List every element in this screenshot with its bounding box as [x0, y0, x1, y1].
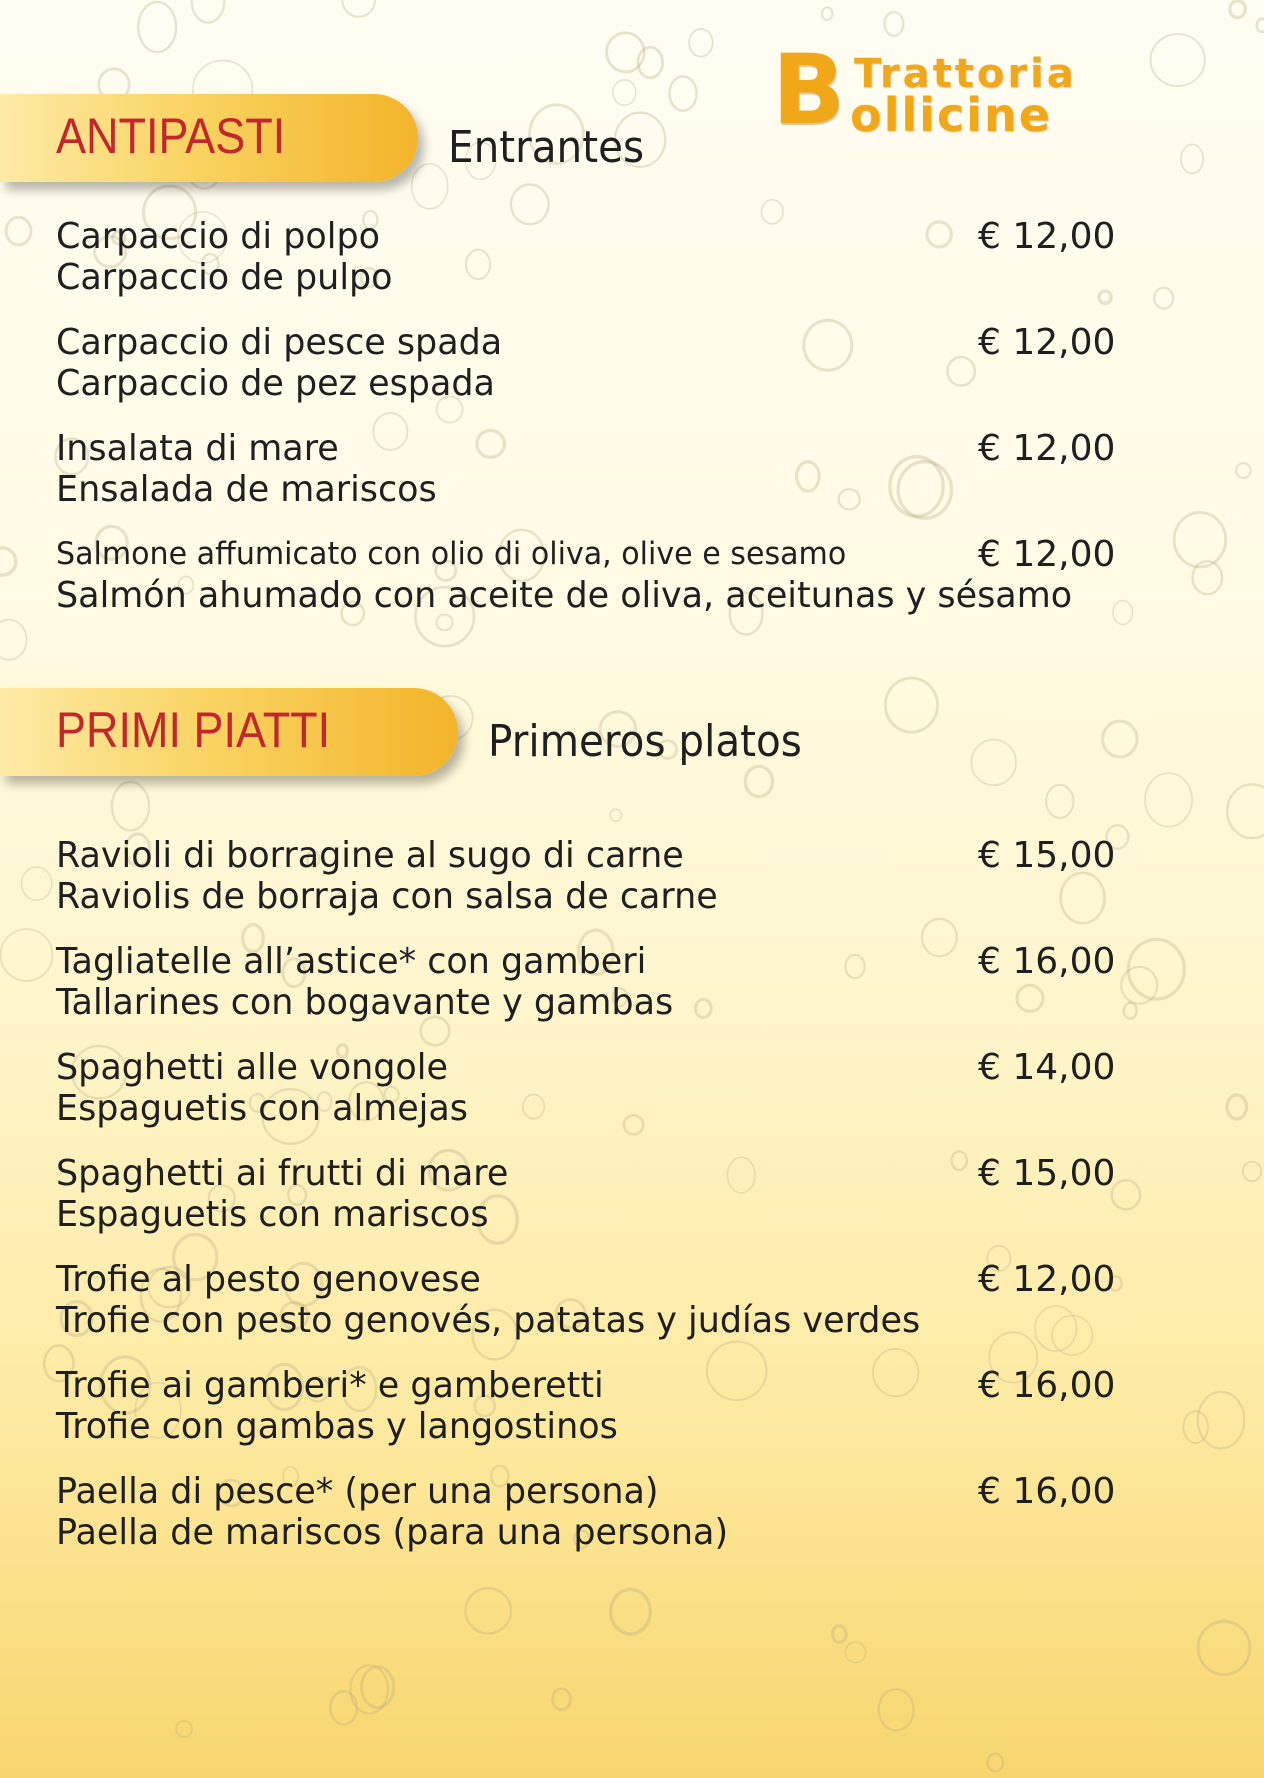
bubble [192, 0, 225, 23]
bubble [176, 1721, 192, 1737]
item-name-spanish: Trofie con pesto genovés, patatas y judías verdes [56, 1300, 921, 1341]
item-price: € 15,00 [978, 835, 1116, 876]
menu-item [56, 1365, 1146, 1447]
bubble [0, 620, 27, 660]
item-price: € 12,00 [978, 1259, 1116, 1300]
menu-item [56, 216, 1146, 298]
logo-line-1: Trattoria [854, 51, 1077, 97]
bubble [1193, 561, 1223, 594]
menu-item [56, 941, 1146, 1023]
bubble [988, 1754, 1004, 1772]
bubble [845, 1642, 865, 1663]
bubble [0, 548, 16, 575]
item-name-spanish: Salmón ahumado con aceite de oliva, aceitunas y sésamo [56, 575, 1073, 616]
bubble [112, 782, 149, 830]
bubble [362, 1667, 394, 1708]
bubble [885, 12, 904, 36]
item-name-italian: Carpaccio di polpo [56, 216, 381, 257]
section-banner-primi-piatti [0, 688, 458, 776]
item-name-spanish: Espaguetis con almejas [56, 1088, 468, 1129]
item-name-spanish: Carpaccio de pulpo [56, 257, 393, 298]
bubble [1103, 721, 1137, 757]
bubble [1198, 1392, 1244, 1449]
item-price: € 16,00 [978, 941, 1116, 982]
item-price: € 15,00 [978, 1153, 1116, 1194]
item-name-italian: Trofie al pesto genovese [56, 1259, 481, 1300]
item-price: € 16,00 [978, 1471, 1116, 1512]
bubble [638, 47, 663, 78]
bubble [1, 929, 53, 981]
bubble [138, 2, 176, 52]
bubble [1227, 784, 1264, 838]
restaurant-logo [772, 34, 1172, 150]
item-name-spanish: Tallarines con bogavante y gambas [56, 982, 674, 1023]
item-name-italian: Salmone affumicato con olio di oliva, olive e sesamo [56, 536, 847, 572]
bubble [879, 1689, 914, 1730]
logo-line-2: ollicine [850, 88, 1052, 142]
item-price: € 12,00 [978, 428, 1116, 469]
bubble [1181, 144, 1203, 173]
bubble [1227, 1095, 1247, 1119]
item-price: € 12,00 [978, 534, 1116, 575]
item-price: € 14,00 [978, 1047, 1116, 1088]
bubble [330, 1691, 357, 1724]
bubble [1046, 785, 1073, 818]
bubble [1183, 1411, 1208, 1443]
bubble [350, 1665, 388, 1713]
bubble [610, 809, 621, 821]
section-title: ANTIPASTI [56, 108, 286, 164]
bubble [6, 217, 31, 245]
item-name-italian: Ravioli di borragine al sugo di carne [56, 835, 684, 876]
item-name-italian: Insalata di mare [56, 428, 339, 469]
bubble [971, 740, 1016, 786]
item-name-spanish: Raviolis de borraja con salsa de carne [56, 876, 718, 917]
menu-item [56, 322, 1146, 404]
bubble [1243, 1162, 1261, 1181]
bubble [607, 33, 645, 72]
menu-item [56, 1259, 1146, 1341]
item-price: € 16,00 [978, 1365, 1116, 1406]
bubble [1154, 288, 1173, 309]
menu-item [56, 534, 1146, 616]
bubble [1257, 19, 1264, 32]
item-name-italian: Tagliatelle all’astice* con gamberi [56, 941, 647, 982]
bubble [745, 766, 772, 796]
bubble [1230, 1, 1246, 18]
section-banner-antipasti [0, 94, 418, 182]
bubble [1198, 1621, 1250, 1674]
bubble [669, 76, 696, 110]
item-price: € 12,00 [978, 216, 1116, 257]
item-name-spanish: Paella de mariscos (para una persona) [56, 1512, 729, 1553]
bubble [1174, 513, 1226, 567]
section-subtitle: Primeros platos [488, 716, 802, 767]
bubble [1236, 463, 1251, 478]
bubble [822, 7, 832, 20]
menu-item [56, 835, 1146, 917]
bubble [552, 1689, 570, 1710]
item-name-spanish: Trofie con gambas y langostinos [56, 1406, 618, 1447]
bubble [885, 678, 937, 732]
item-name-spanish: Ensalada de mariscos [56, 469, 437, 510]
bubble [611, 1589, 651, 1634]
item-name-italian: Carpaccio di pesce spada [56, 322, 503, 363]
bubble [465, 1588, 511, 1633]
item-name-italian: Trofie ai gamberi* e gamberetti [56, 1365, 604, 1406]
bubble [436, 615, 452, 631]
item-price: € 12,00 [978, 322, 1116, 363]
bubble [412, 164, 448, 209]
item-name-italian: Spaghetti ai frutti di mare [56, 1153, 509, 1194]
section-title: PRIMI PIATTI [56, 702, 331, 758]
menu-item [56, 1047, 1146, 1129]
logo-initial: B [772, 34, 846, 146]
bubble [613, 80, 636, 105]
bubble [1145, 773, 1192, 826]
menu-item [56, 1471, 1146, 1553]
section-subtitle: Entrantes [448, 122, 645, 173]
menu-item [56, 428, 1146, 510]
bubble [689, 29, 713, 57]
bubble [833, 1626, 847, 1643]
menu-item [56, 1153, 1146, 1235]
item-name-italian: Paella di pesce* (per una persona) [56, 1471, 659, 1512]
item-name-spanish: Espaguetis con mariscos [56, 1194, 489, 1235]
bubble [342, 0, 375, 17]
item-name-italian: Spaghetti alle vongole [56, 1047, 448, 1088]
item-name-spanish: Carpaccio de pez espada [56, 363, 495, 404]
bubble [21, 867, 51, 900]
